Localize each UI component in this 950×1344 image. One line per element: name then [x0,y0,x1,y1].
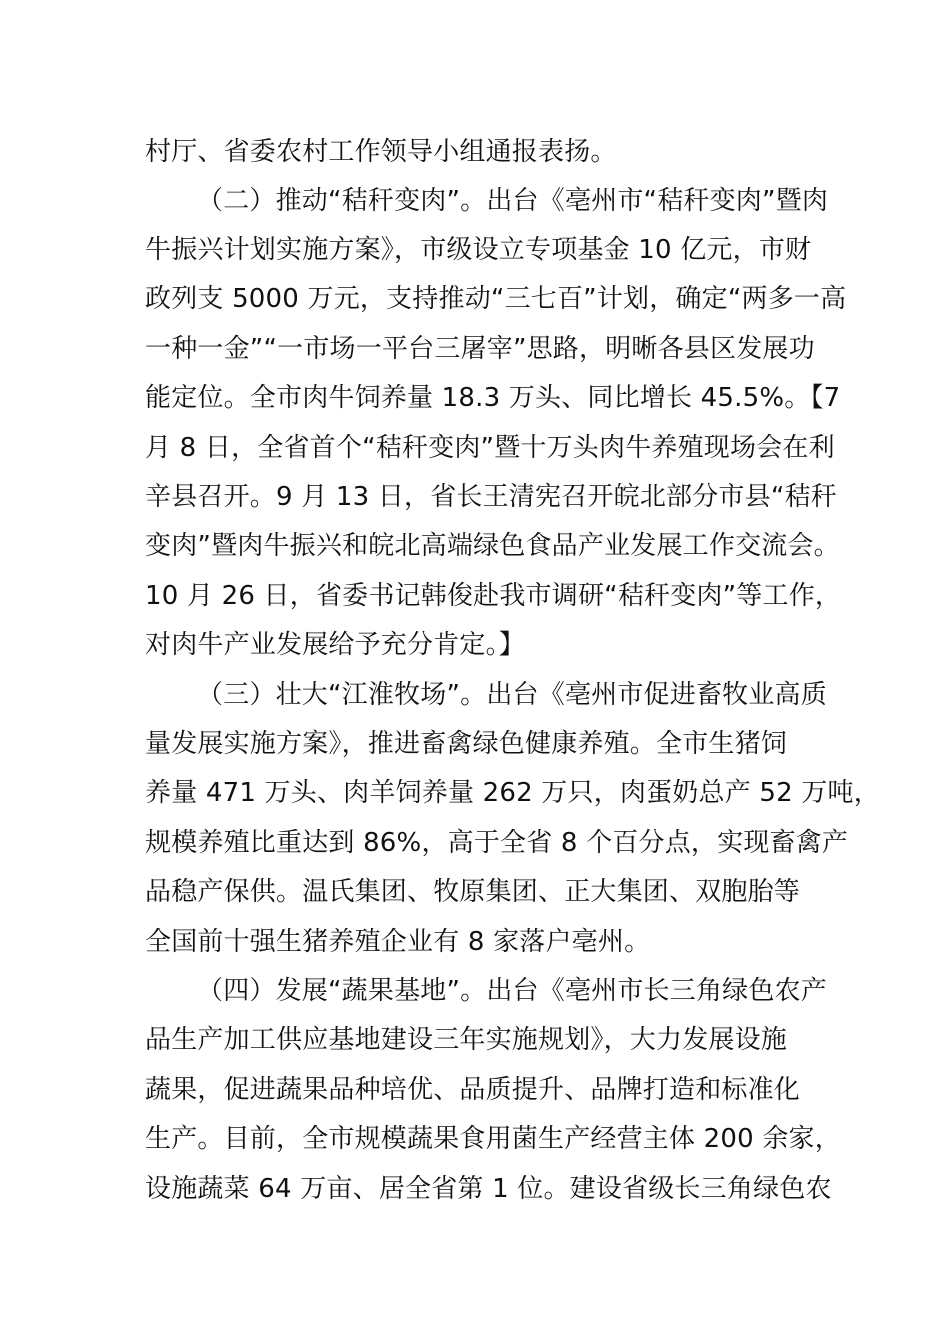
text-line: 村厅、省委农村工作领导小组通报表扬。 [145,137,617,167]
text-line: 月 8 日，全省首个“秸秆变肉”暨十万头肉牛养殖现场会在利 [145,433,835,463]
text-line: 设施蔬菜 64 万亩、居全省第 1 位。建设省级长三角绿色农 [145,1174,832,1204]
text-line: 品生产加工供应基地建设三年实施规划》，大力发展设施 [145,1025,788,1055]
text-line: 品稳产保供。温氏集团、牧原集团、正大集团、双胞胎等 [145,877,801,907]
text-line: 全国前十强生猪养殖企业有 8 家落户亳州。 [145,927,651,957]
text-line: 10 月 26 日，省委书记韩俊赴我市调研“秸秆变肉”等工作， [145,581,842,611]
section-heading-line: （三）壮大“江淮牧场”。出台《亳州市促进畜牧业高质 [197,680,827,710]
text-line: 牛振兴计划实施方案》，市级设立专项基金 10 亿元，市财 [145,235,812,265]
text-line: 生产。目前，全市规模蔬果食用菌生产经营主体 200 余家， [145,1124,841,1154]
text-line: 量发展实施方案》，推进畜禽绿色健康养殖。全市生猪饲 [145,729,788,759]
text-line: 蔬果，促进蔬果品种培优、品质提升、品牌打造和标准化 [145,1075,801,1105]
text-line: 一种一金”“一市场一平台三屠宰”思路，明晰各县区发展功 [145,334,815,364]
text-line: 辛县召开。9 月 13 日，省长王清宪召开皖北部分市县“秸秆 [145,482,837,512]
text-line: 对肉牛产业发展给予充分肯定。】 [145,630,526,660]
section-heading-line: （二）推动“秸秆变肉”。出台《亳州市“秸秆变肉”暨肉 [197,186,829,216]
text-line: 规模养殖比重达到 86%，高于全省 8 个百分点，实现畜禽产 [145,828,849,858]
text-line: 能定位。全市肉牛饲养量 18.3 万头、同比增长 45.5%。【7 [145,383,841,413]
section-heading-line: （四）发展“蔬果基地”。出台《亳州市长三角绿色农产 [197,976,827,1006]
text-line: 政列支 5000 万元，支持推动“三七百”计划，确定“两多一高 [145,284,847,314]
text-line: 变肉”暨肉牛振兴和皖北高端绿色食品产业发展工作交流会。 [145,531,840,561]
text-line: 养量 471 万头、肉羊饲养量 262 万只，肉蛋奶总产 52 万吨， [145,778,880,808]
